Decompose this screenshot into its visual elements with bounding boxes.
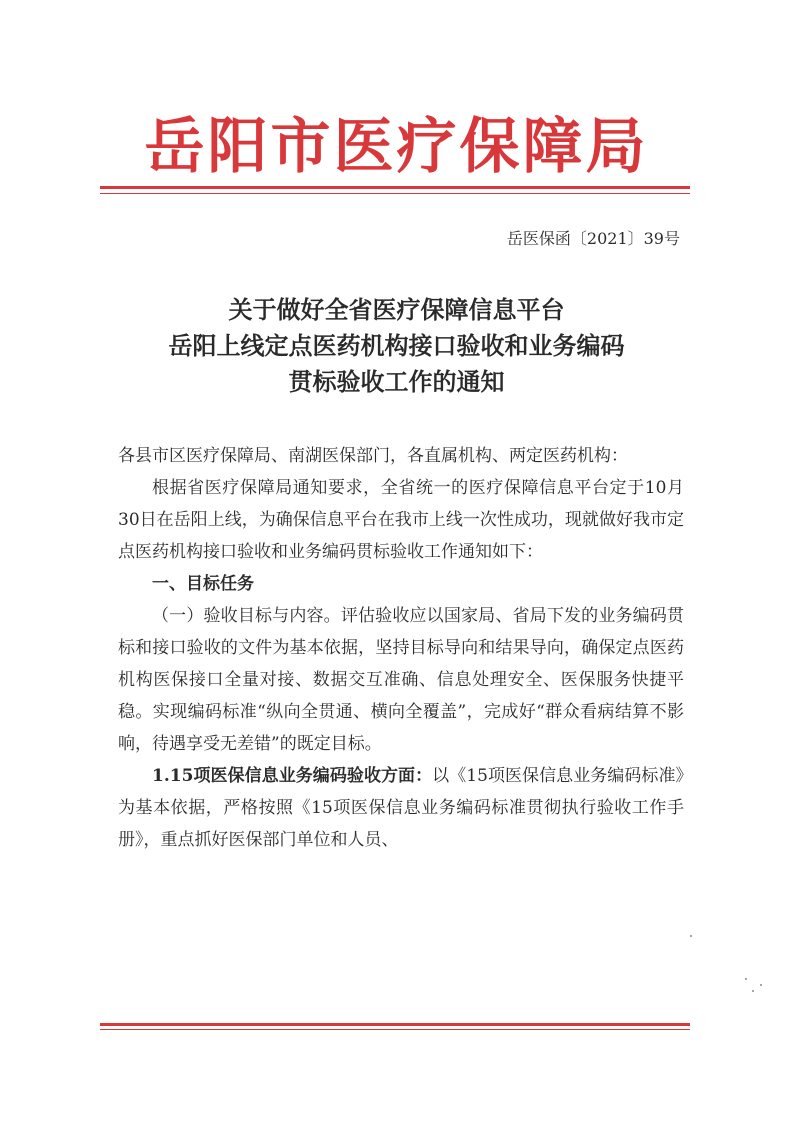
title-line-1: 关于做好全省医疗保障信息平台 — [228, 295, 565, 324]
subsection-paragraph: （一）验收目标与内容。评估验收应以国家局、省局下发的业务编码贯标和接口验收的文件为基本依据，坚持目标导向和结果导向，确保定点医药机构医保接口全量对接、数据交互准确、信息处理安全、医保服务快捷平稳。实现编码标准“纵向全贯通、横向全覆盖”，完成好“群众看病结算不影响，待遇享受无差错”的既定目标。 — [118, 606, 684, 754]
footer-red-rule-thick — [100, 1023, 690, 1026]
agency-header-title: 岳阳市医疗保障局 — [144, 112, 649, 182]
document-body — [118, 440, 684, 856]
header-red-rule-thin — [100, 193, 690, 194]
section-heading: 一、目标任务 — [152, 574, 254, 594]
salutation: 各县市区医疗保障局、南湖医保部门，各直属机构、两定医药机构： — [118, 446, 628, 466]
item-paragraph — [118, 760, 684, 856]
title-line-3: 贯标验收工作的通知 — [288, 367, 505, 396]
footer-red-rule-thin — [100, 1029, 690, 1030]
document-title — [100, 292, 693, 400]
item-lead: 1.15项医保信息业务编码验收方面： — [152, 766, 433, 786]
scan-speck — [760, 984, 762, 986]
title-line-2: 岳阳上线定点医药机构接口验收和业务编码 — [168, 331, 625, 360]
item-text: 以《15项医保信息业务编码标准》为基本依据，严格按照《15项医保信息业务编码标准贯彻执行验收工作手册》，重点抓好医保部门单位和人员、 — [118, 766, 684, 850]
header-red-rule-thick — [100, 186, 690, 189]
scan-speck — [752, 990, 754, 992]
scan-speck — [690, 935, 692, 937]
scan-speck — [745, 978, 747, 980]
intro-paragraph: 根据省医疗保障局通知要求，全省统一的医疗保障信息平台定于10月30日在岳阳上线，为确保信息平台在我市上线一次性成功，现就做好我市定点医药机构接口验收和业务编码贯标验收工作通知如下： — [118, 478, 684, 562]
document-number: 岳医保函〔2021〕39号 — [506, 229, 680, 248]
